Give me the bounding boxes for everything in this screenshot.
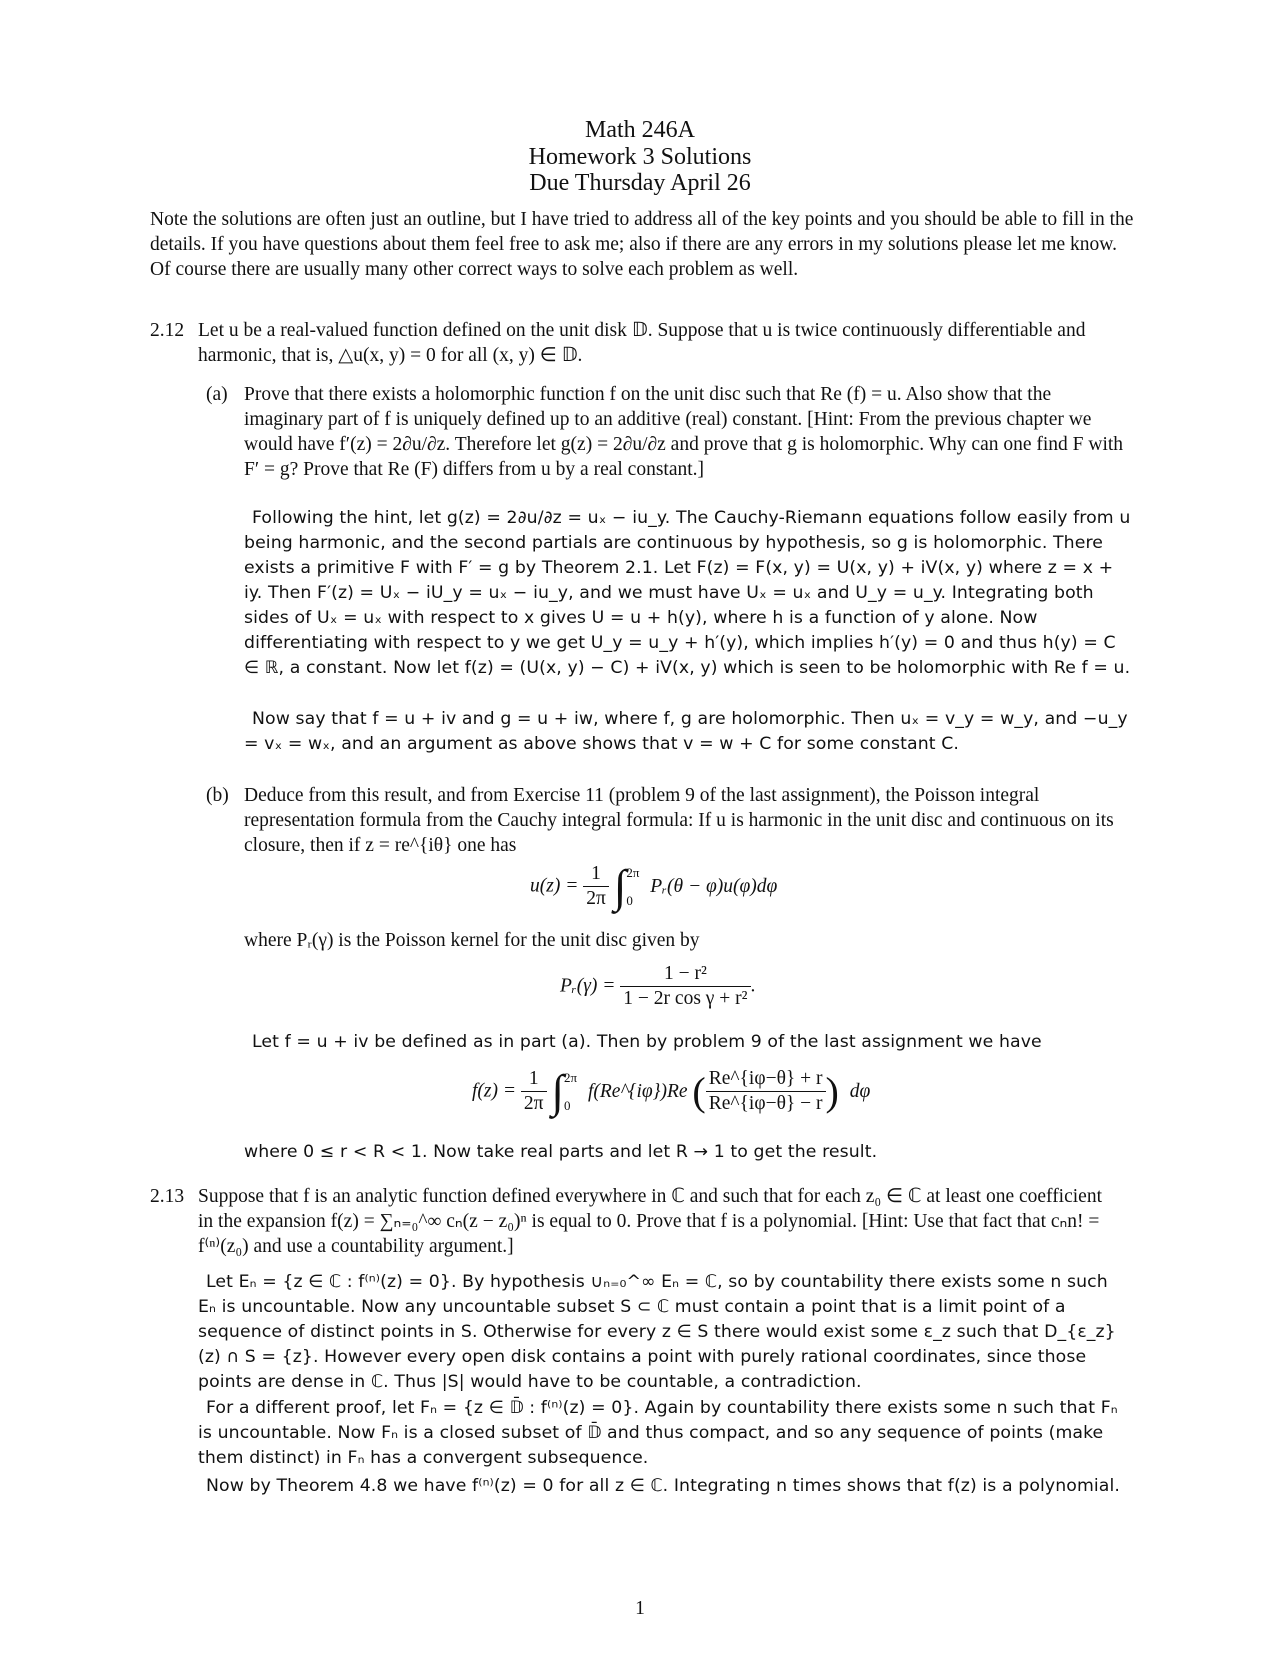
intro-paragraph: Note the solutions are often just an outline, but I have tried to address all of the key points and you should be able to fill in the details. If you have questions about them feel free to ask me; also if there are any errors in my solutions please let me know. Of course there are usually many other correct ways to solve each problem as well. xyxy=(150,209,1134,280)
fraction-denominator: 2π xyxy=(523,1093,544,1114)
part-b-answer-end: where 0 ≤ r < R < 1. Now take real parts and let R → 1 to get the result. xyxy=(244,1142,878,1162)
integral-lower-limit: 0 xyxy=(626,892,633,908)
eq-period: . xyxy=(750,975,756,997)
integral-sign: ∫ xyxy=(613,860,627,912)
eq-lhs: Pᵣ(γ) = xyxy=(560,975,616,997)
part-a-answer: Following the hint, let g(z) = 2∂u/∂z = uₓ − iu_y. The Cauchy-Riemann equations follow easily from u being harmonic, and the second partials are continuous by hypothesis, so g is holomorphic. There exists a primitive F with F′ = g by Theorem 2.1. Let F(z) = F(x, y) = U(x, y) + iV(x, y) where z = x + iy. Then F′(z) = Uₓ − iU_y = uₓ − iu_y, and we must have Uₓ = uₓ and U_y = u_y. Integrating both sides of Uₓ = uₓ with respect to x gives U = u + h(y), where h is a function of y alone. Now differentiating with respect to y we get U_y = u_y + h′(y), which implies h′(y) = 0 and thus h(y) = C ∈ ℝ, a constant. Now let f(z) = (U(x, y) − C) + iV(x, y) which is seen to be holomorphic with Re f = u. xyxy=(244,508,1131,678)
integral-upper-limit: 2π xyxy=(564,1069,578,1085)
problem-statement: Suppose that f is an analytic function defined everywhere in ℂ and such that for each z₀ ∈ ℂ at least one coefficient in the expansion f(z) = ∑ₙ₌₀^∞ cₙ(z − z₀)ⁿ is equal to 0. Prove that f is a polynomial. [Hint: Use that fact that cₙn! = f⁽ⁿ⁾(z₀) and use a countability argument.] xyxy=(198,1186,1102,1257)
integral-upper-limit: 2π xyxy=(626,864,640,880)
page-number: 1 xyxy=(635,1598,645,1619)
eq-differential: dφ xyxy=(849,1080,871,1102)
cauchy-integral-equation xyxy=(472,1067,870,1116)
poisson-integral-equation xyxy=(530,862,777,911)
eq-integrand: Pᵣ(θ − φ)u(φ)dφ xyxy=(650,875,778,897)
integral-lower-limit: 0 xyxy=(564,1097,571,1113)
kernel-description: where Pᵣ(γ) is the Poisson kernel for the unit disc given by xyxy=(244,930,700,951)
assignment-title: Homework 3 Solutions xyxy=(528,144,752,170)
alternate-proof: For a different proof, let Fₙ = {z ∈ 𝔻̄ : f⁽ⁿ⁾(z) = 0}. Again by countability there exists some n such that Fₙ is uncountable. Now Fₙ is a closed subset of 𝔻̄ and thus compact, and so any sequence of points (make them distinct) in Fₙ has a convergent subsequence. xyxy=(198,1398,1118,1468)
problem-answer: Let Eₙ = {z ∈ ℂ : f⁽ⁿ⁾(z) = 0}. By hypothesis ∪ₙ₌₀^∞ Eₙ = ℂ, so by countability there exists some n such Eₙ is uncountable. Now any uncountable subset S ⊂ ℂ must contain a point that is a limit point of a sequence of distinct points in S. Otherwise for every z ∈ S there would exist some ε_z such that D_{ε_z}(z) ∩ S = {z}. However every open disk contains a point with purely rational coordinates, since those points are dense in ℂ. Thus |S| would have to be countable, a contradiction. xyxy=(198,1272,1116,1392)
fraction-numerator: Re^{iφ−θ} + r xyxy=(706,1067,826,1092)
integral-sign: ∫ xyxy=(551,1065,564,1117)
problem-number: 2.12 xyxy=(150,320,185,341)
problem-statement: Let u be a real-valued function defined on the unit disk 𝔻. Suppose that u is twice continuously differentiable and harmonic, that is, △u(x, y) = 0 for all (x, y) ∈ 𝔻. xyxy=(198,320,1086,366)
part-a-question: Prove that there exists a holomorphic function f on the unit disc such that Re (f) = u. Also show that the imaginary part of f is uniquely defined up to an additive (real) constant. [Hint: From the previous chapter we would have f′(z) = 2∂u/∂z. Therefore let g(z) = 2∂u/∂z and prove that g is holomorphic. Why can one find F with F′ = g? Prove that Re (F) differs from u by a real constant.] xyxy=(244,384,1124,480)
problem-number: 2.13 xyxy=(150,1186,185,1207)
part-b-question: Deduce from this result, and from Exercise 11 (problem 9 of the last assignment), the Poisson integral representation formula from the Cauchy integral formula: If u is harmonic in the unit disc and continuous on its closure, then if z = re^{iθ} one has xyxy=(244,785,1114,856)
fraction-denominator: 2π xyxy=(586,888,606,909)
fraction-denominator: Re^{iφ−θ} − r xyxy=(708,1093,823,1114)
part-b-answer-intro: Let f = u + iv be defined as in part (a). Then by problem 9 of the last assignment we have xyxy=(252,1032,1042,1052)
course-title: Math 246A xyxy=(585,117,695,143)
fraction-numerator: 1 − r² xyxy=(620,962,750,987)
left-paren: ( xyxy=(692,1069,706,1114)
conclusion: Now by Theorem 4.8 we have f⁽ⁿ⁾(z) = 0 for all z ∈ ℂ. Integrating n times shows that f(z) is a polynomial. xyxy=(206,1476,1120,1496)
eq-middle: f(Re^{iφ})Re xyxy=(587,1080,688,1102)
fraction-numerator: 1 xyxy=(583,862,609,887)
due-date: Due Thursday April 26 xyxy=(529,170,751,196)
part-label: (b) xyxy=(206,785,229,806)
eq-lhs: u(z) = xyxy=(530,875,579,897)
fraction-numerator: 1 xyxy=(521,1067,547,1092)
right-paren: ) xyxy=(825,1069,839,1114)
part-a-uniqueness: Now say that f = u + iv and g = u + iw, where f, g are holomorphic. Then uₓ = v_y = w_y, and −u_y = vₓ = wₓ, and an argument as above shows that v = w + C for some constant C. xyxy=(244,709,1128,754)
poisson-kernel-equation xyxy=(560,962,755,1011)
part-label: (a) xyxy=(206,384,228,405)
eq-lhs: f(z) = xyxy=(472,1080,517,1102)
fraction-denominator: 1 − 2r cos γ + r² xyxy=(623,988,748,1009)
